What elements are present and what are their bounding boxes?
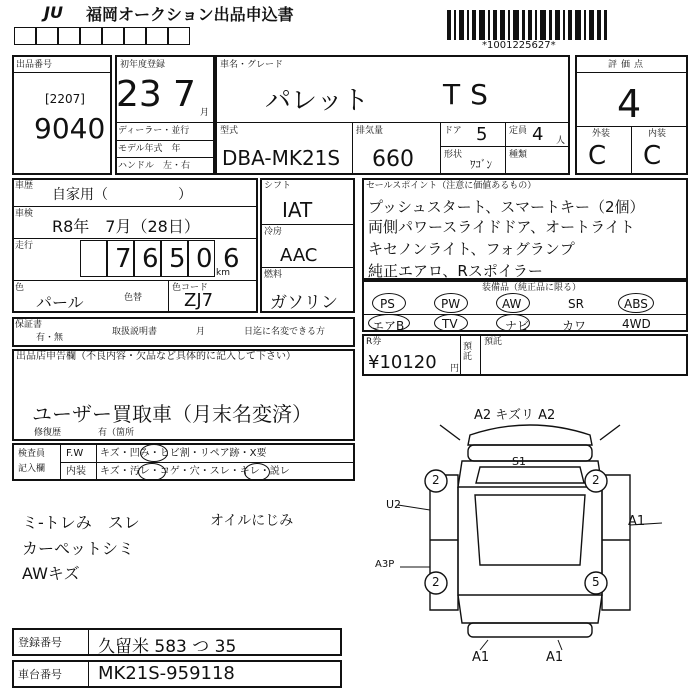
cc-label: 排気量	[356, 126, 384, 136]
seller-notes-box	[12, 349, 355, 441]
capacity-unit: 人	[556, 136, 566, 146]
sales-line: 両側パワースライドドア、オートライト	[368, 218, 635, 236]
eval-label: 評価点	[608, 60, 648, 70]
eval-score: 4	[617, 82, 642, 126]
reg-year: 23	[116, 74, 162, 115]
car-name: パレット	[265, 86, 369, 116]
scuff-circle	[244, 463, 270, 481]
fuel-value: ガソリン	[270, 293, 338, 313]
inspection-label: 車検	[15, 209, 34, 219]
color-code-label: 色コード	[172, 283, 209, 293]
interior-label: 内装	[648, 129, 667, 139]
exterior-grade: C	[588, 141, 607, 171]
manual-label: 取扱説明書	[112, 327, 158, 337]
handle-label: ハンドル 左・右	[118, 161, 191, 171]
barcode-text: *1001225627*	[482, 40, 556, 51]
deposit-other-label: 預託	[484, 337, 503, 347]
tire-front-left: 2	[432, 473, 440, 487]
model-label: 型式	[220, 126, 239, 136]
mileage-digit: 6	[223, 244, 240, 274]
barcode	[447, 10, 607, 40]
warranty-label: 保証書	[15, 320, 43, 330]
name-change-date: 日迄に名変できる方	[244, 327, 326, 337]
equipment-label: 装備品（純正品に限る）	[482, 283, 582, 293]
seller-notes-text: ユーザー買取車（月末名変済）	[32, 402, 312, 426]
pw-circle	[434, 293, 468, 313]
remark: AWキズ	[22, 564, 80, 583]
ac-label: 冷房	[264, 227, 283, 237]
mileage-digit: 0	[196, 244, 213, 274]
dirt-circle	[138, 463, 166, 481]
car-name-label: 車名・グレード	[220, 60, 284, 70]
abs-circle	[618, 293, 654, 313]
mileage-label: 走行	[15, 241, 34, 251]
exterior-label: 外装	[592, 129, 611, 139]
color-label: 色	[15, 283, 25, 293]
vin-value: MK21S-959118	[98, 663, 235, 684]
tv-circle	[434, 314, 468, 332]
door-label: ドア	[444, 126, 462, 136]
diagram-s1: S1	[512, 455, 526, 468]
ps-circle	[372, 293, 406, 313]
diagram-a1-right: A1	[628, 514, 646, 529]
remark: カーペットシミ	[22, 539, 135, 558]
interior-grade: C	[643, 141, 662, 171]
color-value: パール	[36, 293, 84, 312]
equip-leather: カワ	[562, 319, 587, 333]
reg-month-unit: 月	[200, 108, 210, 118]
mileage-digit: 7	[115, 244, 132, 274]
remark: ミ-トレみ スレ	[22, 513, 140, 532]
usage-value: 自家用（ ）	[52, 187, 192, 203]
car-capacity: 4	[532, 124, 544, 145]
mileage-digit: 6	[142, 244, 159, 274]
interior-row-label: 内装	[66, 466, 86, 477]
plate-value: 久留米 583 つ 35	[98, 637, 237, 657]
recycle-fee-value: ¥10120	[368, 352, 437, 373]
aw-circle	[496, 293, 530, 313]
equip-pw: PW	[441, 297, 461, 311]
oil-remark: オイルにじみ	[210, 513, 294, 529]
sales-line: プッシュスタート、スマートキー（2個）	[368, 198, 645, 216]
color-change-label: 色替	[124, 293, 143, 303]
diagram-a3p: A3P	[375, 559, 395, 570]
sales-points-label: セールスポイント（注意に価値あるもの）	[366, 181, 537, 191]
diagram-top-note: A2 キズリ A2	[474, 408, 556, 423]
sales-line: キセノンライト、フォグランプ	[368, 240, 575, 258]
equip-airbag: エアB	[372, 319, 405, 333]
color-code: ZJ7	[184, 290, 214, 311]
repair-history-label: 修復歴	[34, 428, 62, 438]
shape-label: 形状	[444, 150, 463, 160]
equip-ps: PS	[380, 297, 395, 311]
equip-abs: ABS	[624, 297, 648, 311]
car-shape: ﾜｺﾞﾝ	[470, 158, 492, 171]
dent-circle	[140, 444, 168, 462]
plate-label: 登録番号	[18, 636, 62, 649]
reg-month: 7	[173, 74, 196, 115]
listing-number: 9040	[34, 112, 106, 145]
equip-4wd: 4WD	[622, 317, 651, 331]
shift-value: IAT	[282, 198, 313, 222]
name-change-month: 月	[196, 327, 206, 337]
vin-label: 車台番号	[18, 668, 62, 681]
interior-row: キズ・汚レ・コゲ・穴・スレ・キレ・説レ	[100, 466, 290, 477]
recycle-fee-unit: 円	[450, 364, 460, 374]
form-title: 福岡オークション出品申込書	[86, 5, 294, 24]
sales-line: 純正エアロ、Rスポイラー	[368, 262, 543, 280]
inspector-entry-label: 記入欄	[18, 464, 46, 474]
car-grade: TS	[443, 78, 498, 111]
warranty-option: 有・無	[36, 333, 64, 343]
deposit-label: 預託	[463, 342, 473, 362]
listing-code: [2207]	[45, 92, 85, 106]
model-year-label: モデル年式 年	[118, 144, 181, 154]
tire-front-right: 2	[592, 473, 600, 487]
equip-tv: TV	[442, 317, 458, 331]
car-cc: 660	[372, 147, 414, 172]
logo: JU	[44, 3, 63, 22]
inspector-label: 検査員	[18, 449, 46, 459]
capacity-label: 定員	[509, 126, 528, 136]
car-diagram	[370, 395, 690, 665]
usage-label: 車歴	[15, 181, 34, 191]
equip-aw: AW	[502, 297, 522, 311]
recycle-ticket-label: R券	[366, 337, 382, 347]
diagram-u2: U2	[386, 498, 402, 511]
repair-history-value: 有（箇所	[98, 428, 135, 438]
fuel-label: 燃料	[264, 270, 283, 280]
airbag-circle	[368, 314, 410, 332]
fw-row: キズ・凹み・ヒビ割・リペア跡・X要	[100, 448, 267, 459]
car-door: 5	[476, 124, 488, 145]
shift-label: シフト	[264, 181, 292, 191]
fw-label: F.W	[66, 448, 84, 459]
first-reg-label: 初年度登録	[120, 60, 166, 70]
diagram-a1-br: A1	[546, 650, 564, 665]
kind-label: 種類	[509, 150, 528, 160]
mileage-unit: km	[216, 268, 230, 278]
equip-sr: SR	[568, 297, 584, 311]
inspection-value: R8年 7月（28日）	[52, 217, 200, 236]
car-model: DBA-MK21S	[222, 146, 341, 170]
tire-rear-right: 5	[592, 575, 600, 589]
dealer-label: ディーラー・並行	[118, 126, 190, 136]
listing-label: 出品番号	[16, 60, 53, 70]
mileage-digit: 5	[169, 244, 186, 274]
navi-circle	[496, 314, 530, 332]
equip-navi: ナビ	[505, 319, 530, 333]
tire-rear-left: 2	[432, 575, 440, 589]
diagram-a1-bl: A1	[472, 650, 490, 665]
ac-value: AAC	[280, 245, 318, 266]
seller-notes-label: 出品店申告欄（不良内容・欠品など具体的に記入して下さい）	[16, 351, 296, 362]
